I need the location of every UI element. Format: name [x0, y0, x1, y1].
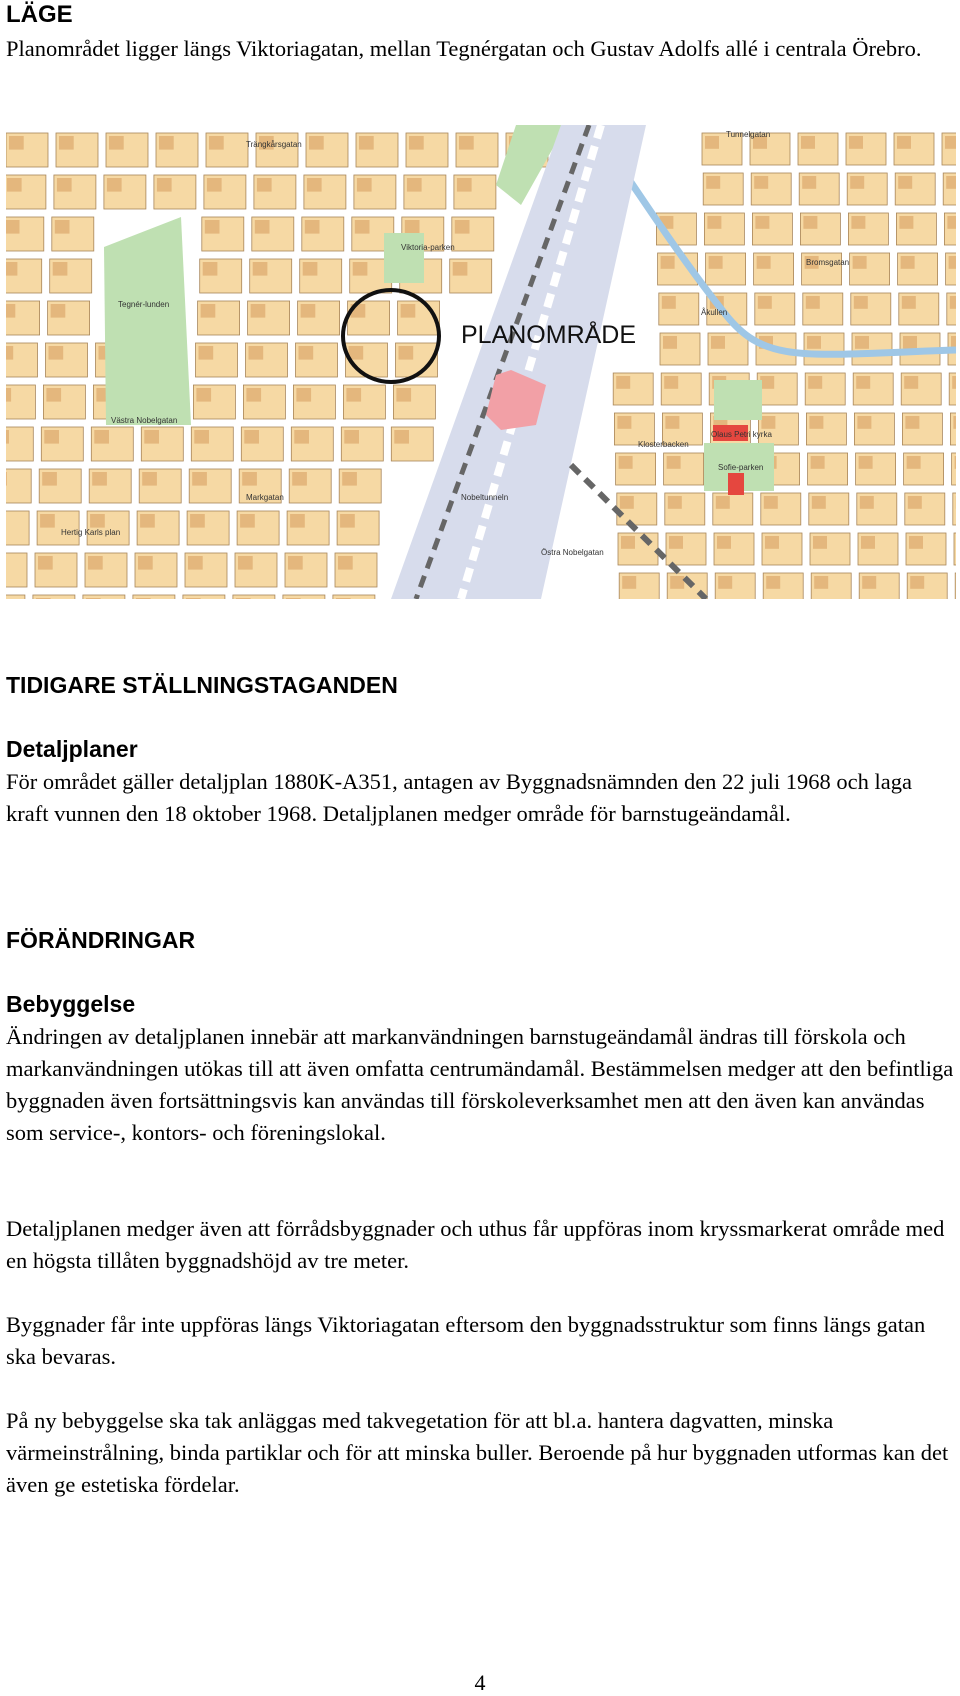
building	[910, 576, 924, 589]
building	[6, 220, 20, 234]
paragraph-lage: Planområdet ligger längs Viktoriagatan, mellan Tegnérgatan och Gustav Adolfs allé i centrala Örebro.	[6, 36, 922, 61]
building	[801, 136, 815, 149]
building	[409, 136, 424, 150]
building	[340, 514, 355, 528]
building	[809, 416, 823, 429]
building	[207, 178, 222, 192]
paragraph-bebyggelse-3: Byggnader får inte uppföras längs Viktoriagatan eftersom den byggnadsstruktur som finns längs gatan ska bevaras.	[6, 1312, 926, 1369]
building	[705, 136, 719, 149]
building	[138, 556, 153, 570]
building	[901, 256, 915, 269]
building	[455, 220, 470, 234]
building	[945, 136, 956, 149]
building	[401, 304, 416, 318]
building	[902, 296, 916, 309]
label-klosterbacken: Klosterbacken	[638, 440, 689, 449]
building	[157, 178, 172, 192]
building	[42, 472, 57, 486]
building	[897, 136, 911, 149]
building	[949, 256, 956, 269]
building	[240, 514, 255, 528]
building	[203, 262, 218, 276]
building	[663, 336, 677, 349]
building	[142, 472, 157, 486]
building	[665, 416, 679, 429]
building	[670, 576, 684, 589]
building	[760, 376, 774, 389]
building	[850, 176, 864, 189]
building	[257, 178, 272, 192]
building	[194, 430, 209, 444]
building	[718, 576, 732, 589]
building	[294, 430, 309, 444]
building	[238, 556, 253, 570]
building	[49, 346, 64, 360]
building	[709, 256, 723, 269]
location-map	[6, 125, 956, 599]
building	[859, 456, 873, 469]
building	[190, 514, 205, 528]
label-olaus-petri: Olaus Petri kyrka	[711, 430, 772, 439]
subheading-bebyggelse: Bebyggelse	[6, 991, 136, 1017]
building	[355, 220, 370, 234]
building	[144, 430, 159, 444]
building	[947, 216, 956, 229]
park-tegnerlunden	[104, 217, 191, 425]
building	[620, 496, 634, 509]
city-block	[954, 533, 956, 565]
label-viktoria-parken: Viktoria-parken	[401, 243, 455, 252]
building	[90, 514, 105, 528]
city-block	[6, 595, 25, 599]
building	[857, 416, 871, 429]
building	[707, 216, 721, 229]
park-east	[714, 380, 762, 420]
heading-lage: LÄGE	[6, 1, 73, 28]
building	[453, 262, 468, 276]
building	[342, 472, 357, 486]
label-tragardsgatan: Trängkårsgatan	[246, 140, 302, 149]
city-block	[6, 427, 33, 461]
building	[6, 430, 9, 444]
label-tunnelgatan: Tunnelgatan	[726, 130, 771, 139]
label-hertig-karls: Hertig Karls plan	[61, 528, 121, 537]
building	[236, 598, 251, 599]
building	[664, 376, 678, 389]
building	[136, 598, 151, 599]
building	[94, 430, 109, 444]
building	[396, 388, 411, 402]
page-number: 4	[474, 1670, 486, 1695]
building	[307, 178, 322, 192]
building	[853, 256, 867, 269]
building	[803, 216, 817, 229]
building	[662, 296, 676, 309]
building	[290, 514, 305, 528]
building	[338, 556, 353, 570]
building	[303, 262, 318, 276]
building	[296, 388, 311, 402]
building	[668, 496, 682, 509]
building	[199, 346, 214, 360]
label-ostra-nobel: Östra Nobelgatan	[541, 548, 604, 557]
paragraph-detaljplaner: För området gäller detaljplan 1880K-A351, antagen av Byggnadsnämnden den 22 juli 1968 och laga kraft vunnen den 18 oktober 1968. Detaljplanen medger område för barnstugeändamål.	[6, 769, 913, 826]
building	[186, 598, 201, 599]
building	[862, 576, 876, 589]
building	[288, 556, 303, 570]
building	[299, 346, 314, 360]
building	[301, 304, 316, 318]
plan-area-label: PLANOMRÅDE	[461, 321, 637, 349]
building	[898, 176, 912, 189]
building	[6, 262, 17, 276]
building	[405, 220, 420, 234]
building	[107, 178, 122, 192]
building	[346, 388, 361, 402]
building	[856, 376, 870, 389]
building	[159, 136, 174, 150]
building	[336, 598, 351, 599]
paragraph-bebyggelse-1: Ändringen av detaljplanen innebär att markanvändningen barnstugeändamål ändras till förskola och markanvändningen utökas till att även omfatta centrumändamål. Bestämmelsen medger att den befintliga byggnaden även fortsättningsvis kan användas till förskoleverksamhet men att den även kan användas som service-, kontors- och föreningslokal.	[6, 1024, 954, 1145]
building	[950, 296, 956, 309]
building	[757, 256, 771, 269]
building	[905, 416, 919, 429]
building	[357, 178, 372, 192]
building	[44, 430, 59, 444]
label-vastra-nobel: Västra Nobelgatan	[111, 416, 178, 425]
building	[205, 220, 220, 234]
building	[286, 598, 301, 599]
building	[59, 136, 74, 150]
building	[6, 388, 11, 402]
building	[952, 376, 956, 389]
building	[88, 556, 103, 570]
building	[899, 216, 913, 229]
building	[754, 176, 768, 189]
city-block	[6, 469, 31, 503]
building	[6, 304, 15, 318]
building	[36, 598, 51, 599]
label-sofie-parken: Sofie-parken	[718, 463, 764, 472]
building	[255, 220, 270, 234]
building	[716, 496, 730, 509]
building	[7, 178, 22, 192]
building	[46, 388, 61, 402]
building	[40, 514, 55, 528]
building	[766, 576, 780, 589]
building	[806, 296, 820, 309]
building	[9, 136, 24, 150]
building	[407, 178, 422, 192]
building	[399, 346, 414, 360]
building	[755, 216, 769, 229]
building	[192, 472, 207, 486]
building	[907, 456, 921, 469]
building	[344, 430, 359, 444]
building	[394, 430, 409, 444]
building	[209, 136, 224, 150]
building	[249, 346, 264, 360]
building	[706, 176, 720, 189]
building	[201, 304, 216, 318]
building	[851, 216, 865, 229]
label-akullen: Åkullen	[701, 308, 728, 317]
building	[196, 388, 211, 402]
building	[188, 556, 203, 570]
building	[909, 536, 923, 549]
label-bromsgatan: Bromsgatan	[806, 258, 850, 267]
label-tegnerlunden: Tegnér-lunden	[118, 300, 170, 309]
label-markgatan: Markgatan	[246, 493, 284, 502]
building	[621, 536, 635, 549]
building	[251, 304, 266, 318]
building	[814, 576, 828, 589]
building	[38, 556, 53, 570]
building	[616, 376, 630, 389]
building	[246, 388, 261, 402]
building	[457, 178, 472, 192]
building	[292, 472, 307, 486]
building	[807, 336, 821, 349]
city-block	[953, 493, 956, 525]
building	[92, 472, 107, 486]
building	[849, 136, 863, 149]
building	[854, 296, 868, 309]
heading-tidigare: TIDIGARE STÄLLNINGSTAGANDEN	[6, 672, 398, 698]
paragraph-bebyggelse-4: På ny bebyggelse ska tak anläggas med takvegetation för att bl.a. hantera dagvatten, minska värmeinstrålning, binda partiklar och för att minska buller. Beroende på hur byggnaden utformas kan det även ge estetiska fördelar.	[6, 1408, 949, 1497]
building	[242, 472, 257, 486]
building	[55, 220, 70, 234]
building	[953, 416, 956, 429]
building	[758, 296, 772, 309]
building	[761, 416, 775, 429]
building	[717, 536, 731, 549]
building	[305, 220, 320, 234]
building	[140, 514, 155, 528]
building	[6, 472, 7, 486]
building	[946, 176, 956, 189]
red-building-2	[728, 473, 744, 495]
building	[353, 262, 368, 276]
building	[813, 536, 827, 549]
building	[53, 262, 68, 276]
building	[711, 336, 725, 349]
building	[622, 576, 636, 589]
building	[861, 536, 875, 549]
heading-forandringar: FÖRÄNDRINGAR	[6, 927, 196, 953]
building	[802, 176, 816, 189]
building	[860, 496, 874, 509]
building	[669, 536, 683, 549]
building	[812, 496, 826, 509]
building	[811, 456, 825, 469]
city-block	[955, 573, 956, 599]
building	[309, 136, 324, 150]
paragraph-bebyggelse-2: Detaljplanen medger även att förrådsbyggnader och uthus får uppföras inom kryssmarkerat område med en högsta tillåten byggnadshöjd av tre meter.	[6, 1216, 945, 1273]
subheading-detaljplaner: Detaljplaner	[6, 736, 138, 762]
label-nobeltunneln: Nobeltunneln	[461, 493, 509, 502]
building	[908, 496, 922, 509]
building	[86, 598, 101, 599]
building	[661, 256, 675, 269]
building	[253, 262, 268, 276]
city-block	[6, 553, 27, 587]
building	[619, 456, 633, 469]
building	[244, 430, 259, 444]
building	[617, 416, 631, 429]
building	[764, 496, 778, 509]
building	[109, 136, 124, 150]
building	[459, 136, 474, 150]
building	[855, 336, 869, 349]
building	[955, 456, 956, 469]
building	[903, 336, 917, 349]
building	[667, 456, 681, 469]
building	[808, 376, 822, 389]
building	[904, 376, 918, 389]
city-block	[6, 511, 29, 545]
building	[359, 136, 374, 150]
park-viktoriaparken	[384, 233, 424, 283]
building	[57, 178, 72, 192]
building	[6, 346, 13, 360]
building	[51, 304, 66, 318]
building	[765, 536, 779, 549]
